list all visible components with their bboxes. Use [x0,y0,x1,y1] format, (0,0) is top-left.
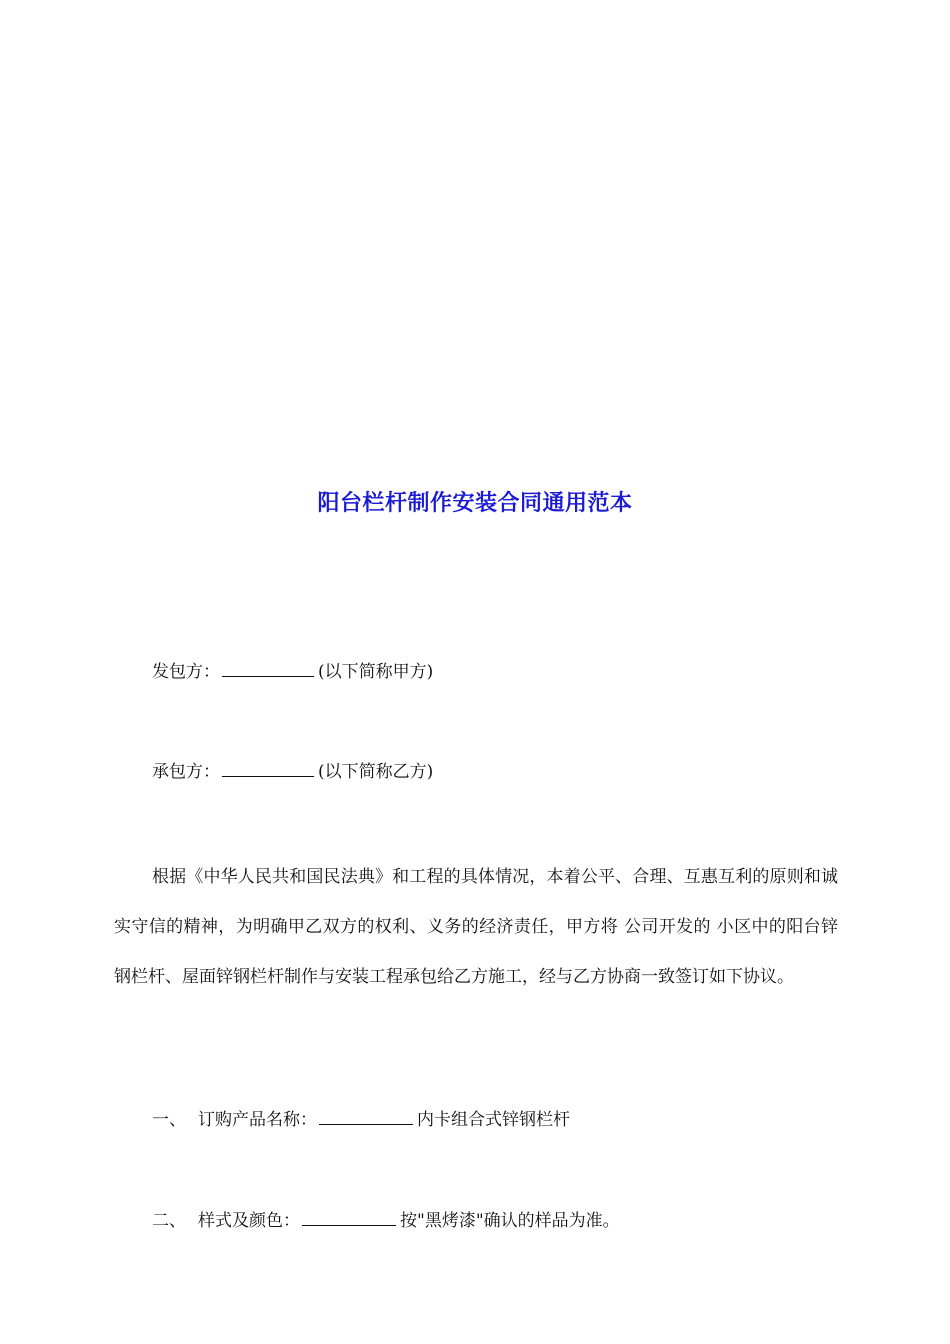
party-a-label: 发包方： [152,662,220,682]
party-b-note: (以下简称乙方) [318,762,434,782]
item-label: 订购产品名称： [198,1110,317,1130]
item-value: 按"黑烤漆"确认的样品为准。 [400,1211,620,1231]
party-b-line [152,757,433,782]
party-a-blank[interactable] [222,660,314,677]
document-title: 阳台栏杆制作安装合同通用范本 [317,491,633,516]
item-style-color [152,1206,620,1231]
party-a-line [152,657,433,682]
party-b-label: 承包方： [152,762,220,782]
item-product-name [152,1105,570,1130]
party-b-blank[interactable] [222,760,314,777]
item-value: 内卡组合式锌钢栏杆 [417,1110,570,1130]
party-a-note: (以下简称甲方) [318,662,434,682]
item-blank[interactable] [302,1209,396,1226]
item-blank[interactable] [319,1108,413,1125]
item-label: 样式及颜色： [198,1211,300,1231]
item-number: 一、 [152,1110,186,1130]
item-number: 二、 [152,1211,186,1231]
preamble-paragraph: 根据《中华人民共和国民法典》和工程的具体情况，本着公平、合理、互惠互利的原则和诚实守信的精神，为明确甲乙双方的权利、义务的经济责任，甲方将 公司开发的 小区中的阳台锌钢栏杆、屋面锌钢栏杆制作与安装工程承包给乙方施工，经与乙方协商一致签订如下协议。 [114,867,838,987]
